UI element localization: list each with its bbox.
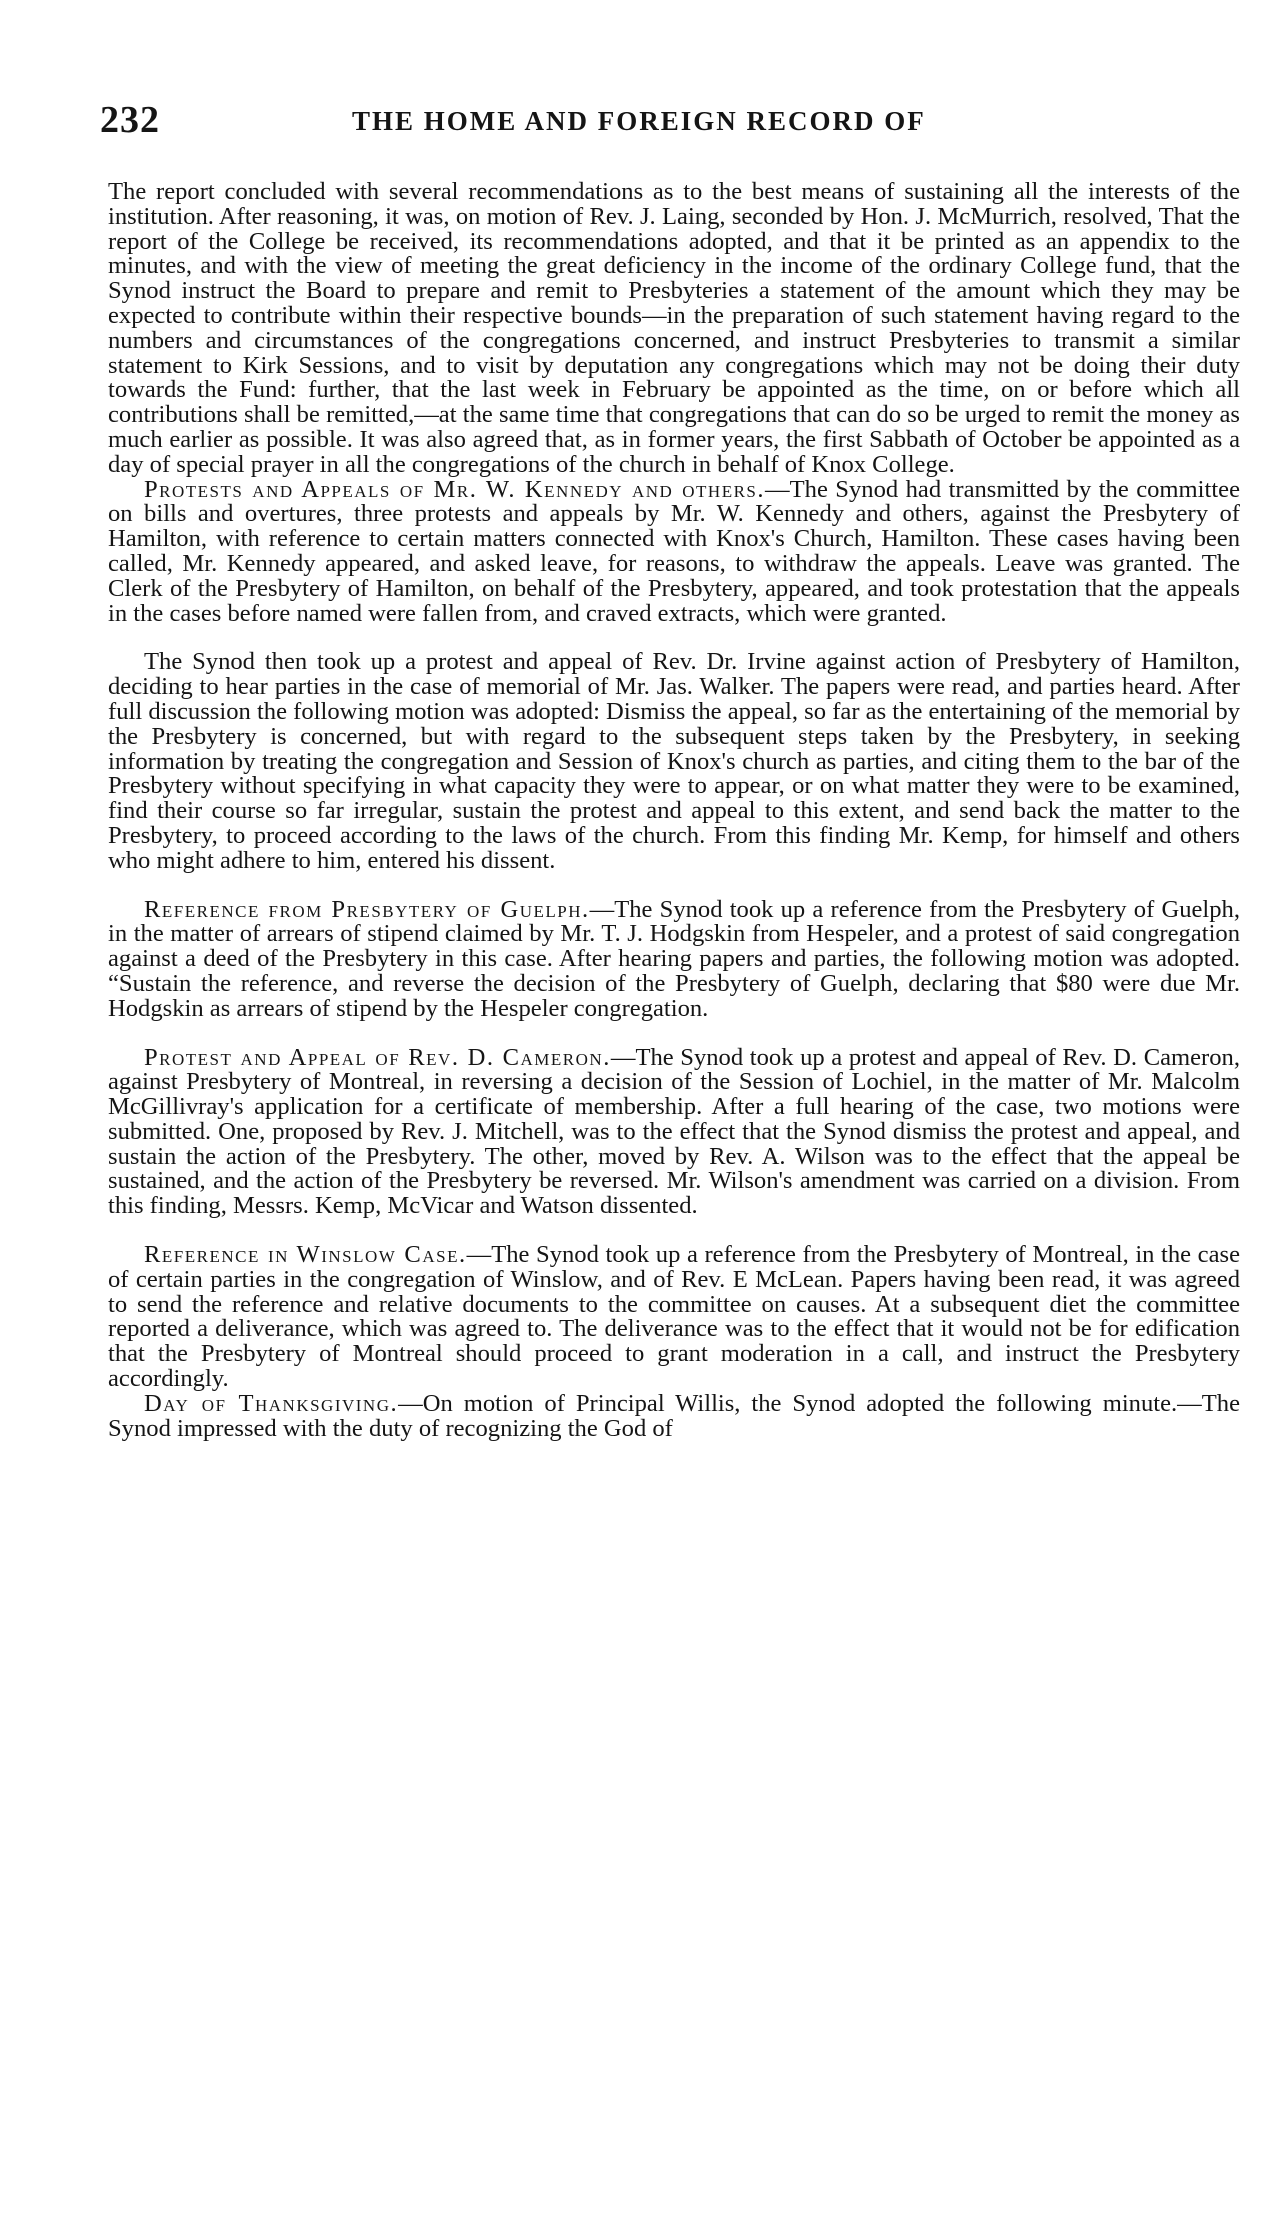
section-heading: Day of Thanksgiving. xyxy=(144,1389,399,1417)
paragraph-text: —The Synod took up a reference from the Presbytery of Guelph, in the matter of arrears of stipend claimed by Mr. T. J. Hodgskin from Hespeler, and a protest of said congregation against a deed of the Presbytery in this case. After hearing papers and parties, the following motion was adopted. “Sustain the reference, and reverse the decision of the Presbytery of Guelph, declaring that $80 were due Mr. Hodgskin as arrears of stipend by the Hespeler congregation. xyxy=(108,895,1240,1022)
paragraph-text: The report concluded with several recommendations as to the best means of sustaining all the interests of the institution. After reasoning, it was, on motion of Rev. J. Laing, seconded by Hon. J. McMurrich, resolved, That the report of the College be received, its recommendations adopted, and that it be printed as an appendix to the minutes, and with the view of meeting the great deficiency in the income of the ordinary College fund, that the Synod instruct the Board to prepare and remit to Presbyteries a statement of the amount which they may be expected to contribute within their respective bounds—in the preparation of such statement having regard to the numbers and circumstances of the congregations concerned, and instruct Presbyteries to transmit a similar statement to Kirk Sessions, and to visit by deputation any congregations which may not be doing their duty towards the Fund: further, that the last week in February be appointed as the time, on or before which all contributions shall be remitted,—at the same time that congregations that can do so be urged to remit the money as much earlier as possible. It was also agreed that, as in former years, the first Sabbath of October be appointed as a day of special prayer in all the congregations of the church in behalf of Knox College. xyxy=(108,178,1240,478)
paragraph-kennedy-protests xyxy=(108,475,1240,627)
paragraph-text: The Synod then took up a protest and appeal of Rev. Dr. Irvine against action of Presbytery of Hamilton, deciding to hear parties in the case of memorial of Mr. Jas. Walker. The papers were read, and parties heard. After full discussion the following motion was adopted: Dismiss the appeal, so far as the entertaining of the memorial by the Presbytery is concerned, but with regard to the subsequent steps taken by the Presbytery, in seeking information by treating the congregation and Session of Knox's church as parties, and citing them to the bar of the Presbytery without specifying in what capacity they were to appear, or on what matter they were to be examined, find their course so far irregular, sustain the protest and appeal to this extent, and send back the matter to the Presbytery, to proceed according to the laws of the church. From this finding Mr. Kemp, for himself and others who might adhere to him, entered his dissent. xyxy=(108,648,1240,874)
paragraph-winslow-case xyxy=(108,1243,1240,1392)
page-number: 232 xyxy=(100,99,160,141)
page-header xyxy=(100,98,1240,146)
body-text xyxy=(108,180,1240,1441)
paragraph-college-report xyxy=(108,180,1240,478)
section-heading: Reference in Winslow Case. xyxy=(144,1241,467,1269)
section-heading: Protests and Appeals of Mr. W. Kennedy and others. xyxy=(144,475,766,503)
running-head: THE HOME AND FOREIGN RECORD OF xyxy=(352,106,926,136)
paragraph-text: —The Synod had transmitted by the committee on bills and overtures, three protests and appeals by Mr. W. Kennedy and others, against the Presbytery of Hamilton, with reference to certain matters connected with Knox's Church, Hamilton. These cases having been called, Mr. Kennedy appeared, and asked leave, for reasons, to withdraw the appeals. Leave was granted. The Clerk of the Presbytery of Hamilton, on behalf of the Presbytery, appeared, and took protestation that the appeals in the cases before named were fallen from, and craved extracts, which were granted. xyxy=(108,475,1240,627)
paragraph-cameron-appeal xyxy=(108,1043,1240,1220)
paragraph-irvine-appeal xyxy=(108,650,1240,873)
section-heading: Protest and Appeal of Rev. D. Cameron. xyxy=(144,1043,611,1071)
paragraph-thanksgiving xyxy=(108,1389,1240,1442)
section-heading: Reference from Presbytery of Guelph. xyxy=(144,895,590,923)
paragraph-text: —The Synod took up a reference from the Presbytery of Montreal, in the case of certain parties in the congregation of Winslow, and of Rev. E McLean. Papers having been read, it was agreed to send the reference and relative documents to the committee on causes. At a subsequent diet the committee reported a deliverance, which was agreed to. The deliverance was to the effect that it would not be for edification that the Presbytery of Montreal should proceed to grant moderation in a call, and instruct the Presbytery accordingly. xyxy=(108,1241,1240,1393)
paragraph-text: —On motion of Principal Willis, the Synod adopted the following minute.—The Synod impressed with the duty of recognizing the God of xyxy=(108,1389,1240,1442)
paragraph-text: —The Synod took up a protest and appeal of Rev. D. Cameron, against Presbytery of Montreal, in reversing a decision of the Session of Lochiel, in the matter of Mr. Malcolm McGillivray's application for a certificate of membership. After a full hearing of the case, two motions were submitted. One, proposed by Rev. J. Mitchell, was to the effect that the Synod dismiss the protest and appeal, and sustain the action of the Presbytery. The other, moved by Rev. A. Wilson was to the effect that the appeal be sustained, and the action of the Presbytery be reversed. Mr. Wilson's amendment was carried on a division. From this finding, Messrs. Kemp, McVicar and Watson dissented. xyxy=(108,1043,1240,1220)
paragraph-guelph-reference xyxy=(108,895,1240,1022)
